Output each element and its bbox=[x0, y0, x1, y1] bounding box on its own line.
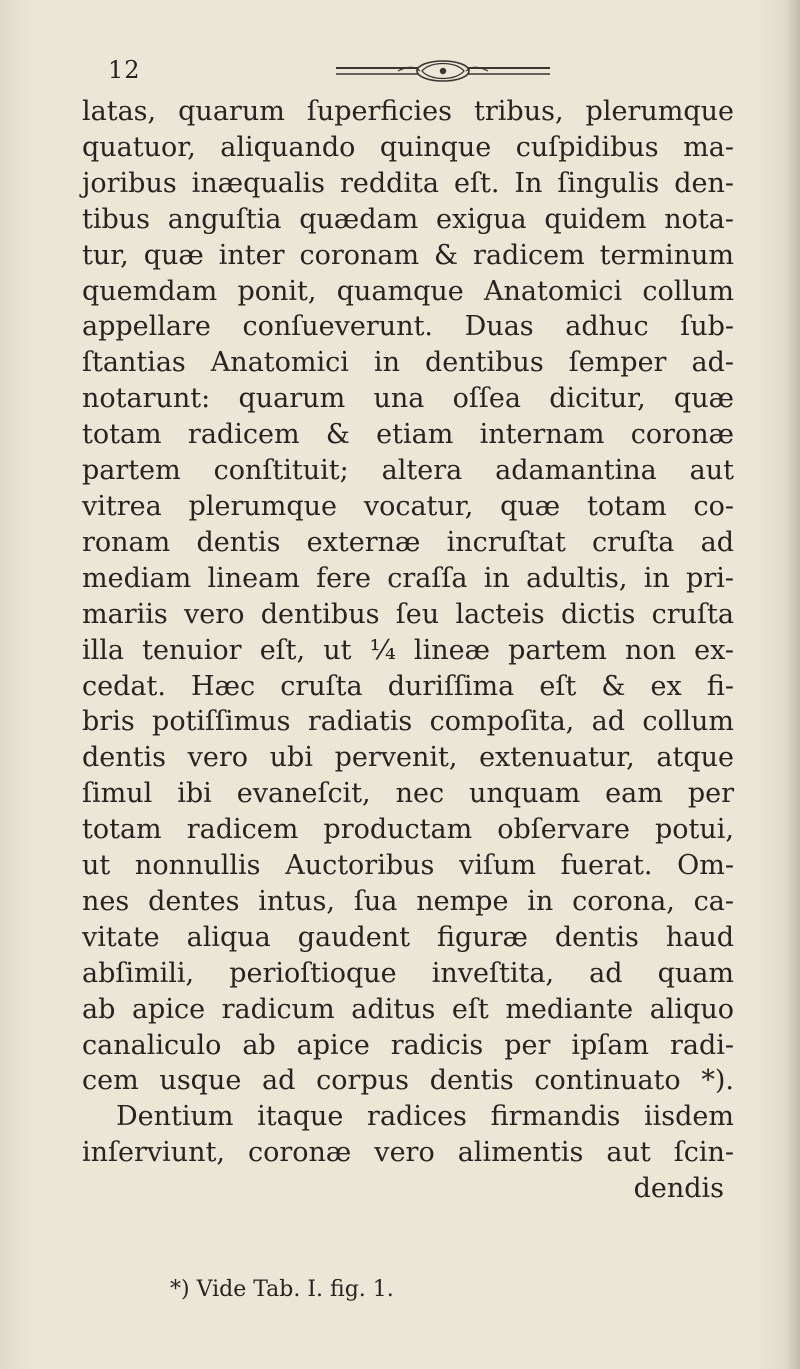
text-line: dentis vero ubi pervenit, extenuatur, atque bbox=[82, 742, 734, 774]
text-line: latas, quarum ſuperficies tribus, plerumque bbox=[82, 96, 734, 127]
text-line: ab apice radicum aditus eſt mediante aliquo bbox=[82, 993, 734, 1025]
text-line: ſimul ibi evaneſcit, nec unquam eam per bbox=[82, 778, 734, 810]
text-line: totam radicem productam obſervare potui, bbox=[82, 814, 734, 846]
footnote: *) Vide Tab. I. fig. 1. bbox=[170, 1277, 394, 1302]
text-line: mediam lineam fere craſſa in adultis, in pri- bbox=[82, 562, 734, 594]
text-line: cedat. Hæc cruſta duriſſima eſt & ex fi- bbox=[82, 670, 734, 702]
text-line: notarunt: quarum una oſſea dicitur, quæ bbox=[82, 383, 734, 415]
text-line: nes dentes intus, ſua nempe in corona, ca- bbox=[82, 885, 734, 917]
body-text bbox=[82, 94, 734, 1207]
text-line: tibus anguſtia quædam exigua quidem nota- bbox=[82, 203, 734, 235]
page-edge-shadow bbox=[786, 0, 800, 1369]
page-number: 12 bbox=[108, 56, 141, 84]
text-line: ronam dentis externæ incruſtat cruſta ad bbox=[82, 526, 734, 558]
text-line: quemdam ponit, quamque Anatomici collum bbox=[82, 275, 734, 307]
text-line: canaliculo ab apice radicis per ipſam radi- bbox=[82, 1029, 734, 1061]
text-line: mariis vero dentibus ſeu lacteis dictis cruſta bbox=[82, 598, 734, 630]
text-line: vitate aliqua gaudent figuræ dentis haud bbox=[82, 921, 734, 953]
text-line: Dentium itaque radices firmandis iisdem bbox=[116, 1101, 734, 1133]
text-line: ſtantias Anatomici in dentibus ſemper ad- bbox=[82, 347, 734, 379]
text-line: vitrea plerumque vocatur, quæ totam co- bbox=[82, 490, 734, 522]
text-line: inſerviunt, coronæ vero alimentis aut ſcin- bbox=[82, 1137, 734, 1169]
text-line: partem conſtituit; altera adamantina aut bbox=[82, 455, 734, 487]
text-line: totam radicem & etiam internam coronæ bbox=[82, 419, 734, 451]
text-line: tur, quæ inter coronam & radicem terminum bbox=[82, 239, 734, 271]
text-line: abſimili, perioſtioque inveſtita, ad quam bbox=[82, 957, 734, 989]
text-line: appellare conſueverunt. Duas adhuc ſub- bbox=[82, 311, 734, 343]
text-line: illa tenuior eſt, ut ¼ lineæ partem non ex- bbox=[82, 634, 734, 666]
text-line: bris potiſſimus radiatis compoſita, ad collum bbox=[82, 706, 734, 738]
text-line: quatuor, aliquando quinque cuſpidibus ma- bbox=[82, 131, 734, 163]
header-ornament bbox=[336, 58, 550, 84]
text-line: ut nonnullis Auctoribus viſum fuerat. Om- bbox=[82, 850, 734, 882]
text-line: cem usque ad corpus dentis continuato *). bbox=[82, 1065, 734, 1097]
text-line: joribus inæqualis reddita eſt. In ſingulis den- bbox=[82, 167, 734, 199]
catchword: dendis bbox=[633, 1173, 724, 1205]
